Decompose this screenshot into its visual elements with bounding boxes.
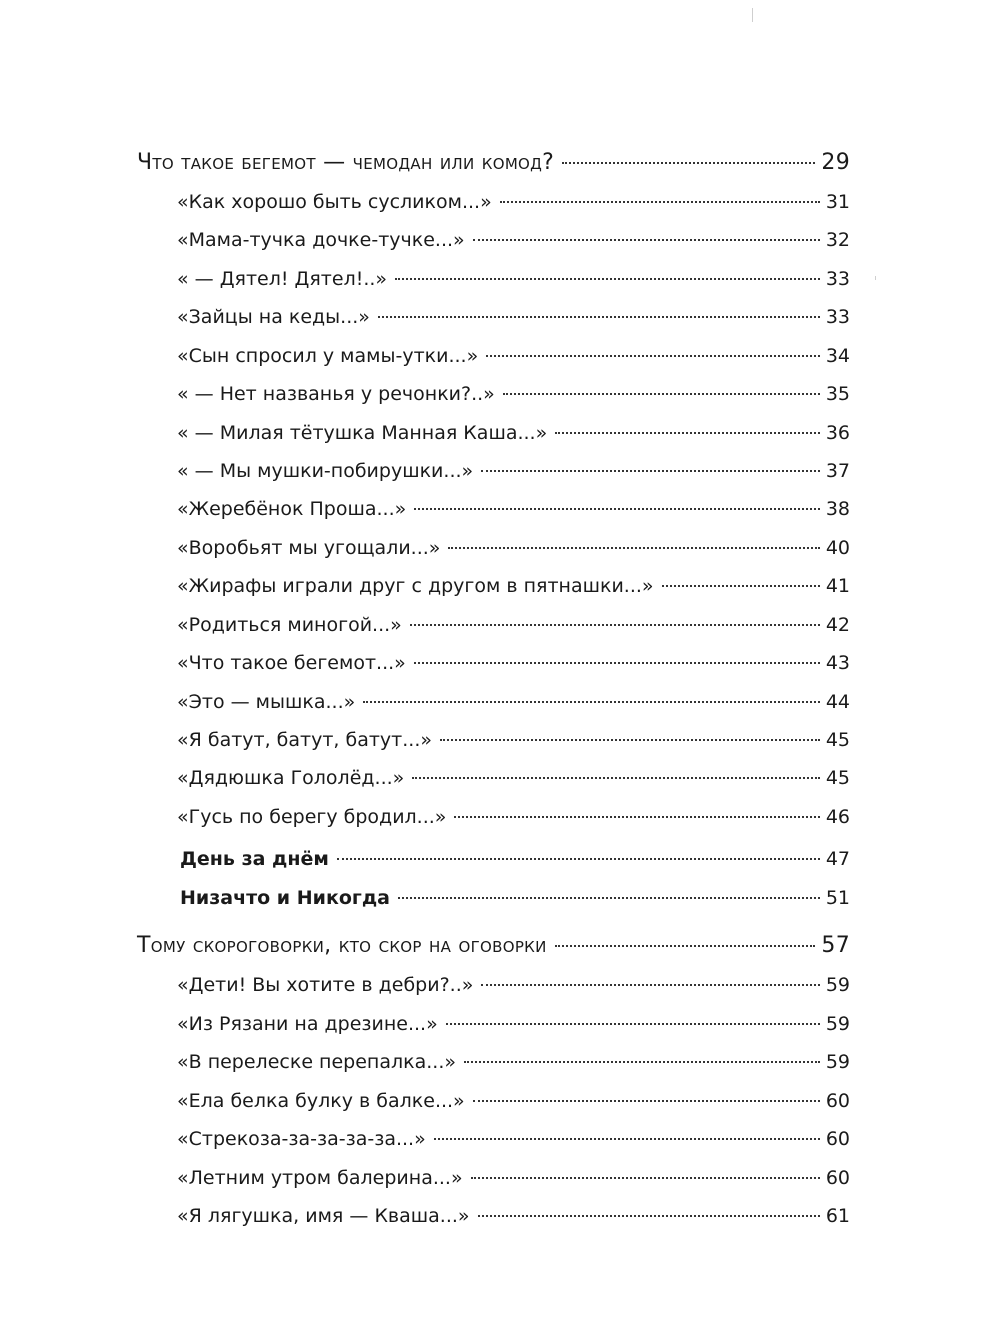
scan-mark [875,276,876,280]
dot-leader [473,1100,820,1102]
toc-entry [177,575,850,597]
toc-page-number: 60 [825,1090,850,1112]
toc-entry-title: «Я батут, батут, батут...» [177,729,432,751]
toc-page-number: 43 [825,652,850,674]
toc-entry-title: «Мама-тучка дочке-тучке...» [177,229,465,251]
dot-leader [562,162,815,164]
toc-entry [177,1167,850,1189]
dot-leader [471,1177,820,1179]
toc-page-number: 38 [825,498,850,520]
toc-entry-title: «Это — мышка...» [177,691,356,713]
toc-entry [177,537,850,559]
toc-entry [177,422,850,444]
toc-entry [177,974,850,996]
toc-entry-title: «Жеребёнок Проша...» [177,498,407,520]
toc-entry-title: «Летним утром балерина...» [177,1167,463,1189]
toc-entry-title: «Гусь по берегу бродил...» [177,806,447,828]
toc-page-number: 45 [825,729,850,751]
toc-entry-title: « — Нет названья у речонки?..» [177,383,495,405]
toc-entry-title: «Дети! Вы хотите в дебри?..» [177,974,474,996]
toc-page-number: 46 [825,806,850,828]
toc-page-number: 59 [825,1013,850,1035]
dot-leader [662,585,820,587]
toc-subsection [180,848,850,870]
dot-leader [481,470,820,472]
toc-page-number: 47 [825,848,850,870]
toc-subsection [180,887,850,909]
dot-leader [395,278,820,280]
toc-entry [177,614,850,636]
dot-leader [555,945,816,947]
toc-page-number: 29 [821,150,850,175]
toc-page-number: 36 [825,422,850,444]
toc-page-number: 40 [825,537,850,559]
toc-entry-title: «Я лягушка, имя — Кваша...» [177,1205,470,1227]
toc-page-number: 59 [825,974,850,996]
dot-leader [410,624,820,626]
toc-entry [177,1090,850,1112]
toc-entry [177,1013,850,1035]
toc-page-number: 37 [825,460,850,482]
dot-leader [481,984,819,986]
dot-leader [412,777,820,779]
dot-leader [503,393,820,395]
toc-entry [177,460,850,482]
dot-leader [414,662,820,664]
dot-leader [478,1215,820,1217]
toc-page-number: 44 [825,691,850,713]
toc-page-number: 33 [825,306,850,328]
toc-section-heading [137,150,850,175]
toc-section-title: Тому скороговорки, кто скор на оговорки [137,933,547,958]
toc-entry [177,268,850,290]
dot-leader [337,858,820,860]
toc-page-number: 60 [825,1128,850,1150]
dot-leader [473,239,820,241]
dot-leader [500,201,820,203]
toc-page-number: 31 [825,191,850,213]
toc-page-number: 34 [825,345,850,367]
toc-subsection-title: День за днём [180,848,329,870]
toc-section-heading [137,933,850,958]
toc-entry-title: «Родиться миногой...» [177,614,402,636]
toc-entry-title: «Дядюшка Гололёд...» [177,767,405,789]
dot-leader [446,1023,820,1025]
toc-page-number: 57 [821,933,850,958]
toc-page-number: 42 [825,614,850,636]
toc-entry-title: «Как хорошо быть сусликом...» [177,191,492,213]
toc-entry-title: «Ела белка булку в балке...» [177,1090,465,1112]
toc-page-number: 35 [825,383,850,405]
dot-leader [555,432,820,434]
dot-leader [440,739,820,741]
toc-entry [177,191,850,213]
toc-entry-title: « — Мы мушки-побирушки...» [177,460,474,482]
toc-page-number: 32 [825,229,850,251]
toc-entry [177,1128,850,1150]
toc-entry [177,383,850,405]
dot-leader [434,1138,820,1140]
toc-entry [177,1205,850,1227]
toc-entry [177,1051,850,1073]
toc-entry-title: « — Милая тётушка Манная Каша...» [177,422,548,444]
toc-entry [177,498,850,520]
scan-mark [752,8,753,22]
toc-page-number: 59 [825,1051,850,1073]
dot-leader [448,547,819,549]
dot-leader [454,816,819,818]
toc-entry [177,729,850,751]
toc-entry-title: «Сын спросил у мамы-утки...» [177,345,479,367]
dot-leader [378,316,820,318]
toc-page-number: 45 [825,767,850,789]
toc-entry-title: «Жирафы играли друг с другом в пятнашки...» [177,575,654,597]
dot-leader [363,701,820,703]
toc-entry [177,652,850,674]
toc-entry [177,306,850,328]
dot-leader [414,508,820,510]
toc-section-title: Что такое бегемот — чемодан или комод? [137,150,555,175]
toc-entry-title: «Воробьят мы угощали...» [177,537,441,559]
toc-entry-title: «Зайцы на кеды...» [177,306,370,328]
toc-entry [177,806,850,828]
dot-leader [464,1061,820,1063]
toc-entry-title: «В перелеске перепалка...» [177,1051,456,1073]
toc-entry [177,691,850,713]
toc-subsection-title: Низачто и Никогда [180,887,390,909]
toc-page-number: 41 [825,575,850,597]
toc-page-number: 61 [825,1205,850,1227]
dot-leader [486,355,820,357]
toc-page-number: 60 [825,1167,850,1189]
toc-entry-title: « — Дятел! Дятел!..» [177,268,388,290]
toc-entry [177,767,850,789]
toc-entry-title: «Стрекоза-за-за-за-за...» [177,1128,426,1150]
toc-entry [177,229,850,251]
toc-entry-title: «Что такое бегемот...» [177,652,406,674]
toc-page-number: 33 [825,268,850,290]
toc-page-number: 51 [825,887,850,909]
dot-leader [398,897,820,899]
toc-entry [177,345,850,367]
toc-entry-title: «Из Рязани на дрезине...» [177,1013,438,1035]
